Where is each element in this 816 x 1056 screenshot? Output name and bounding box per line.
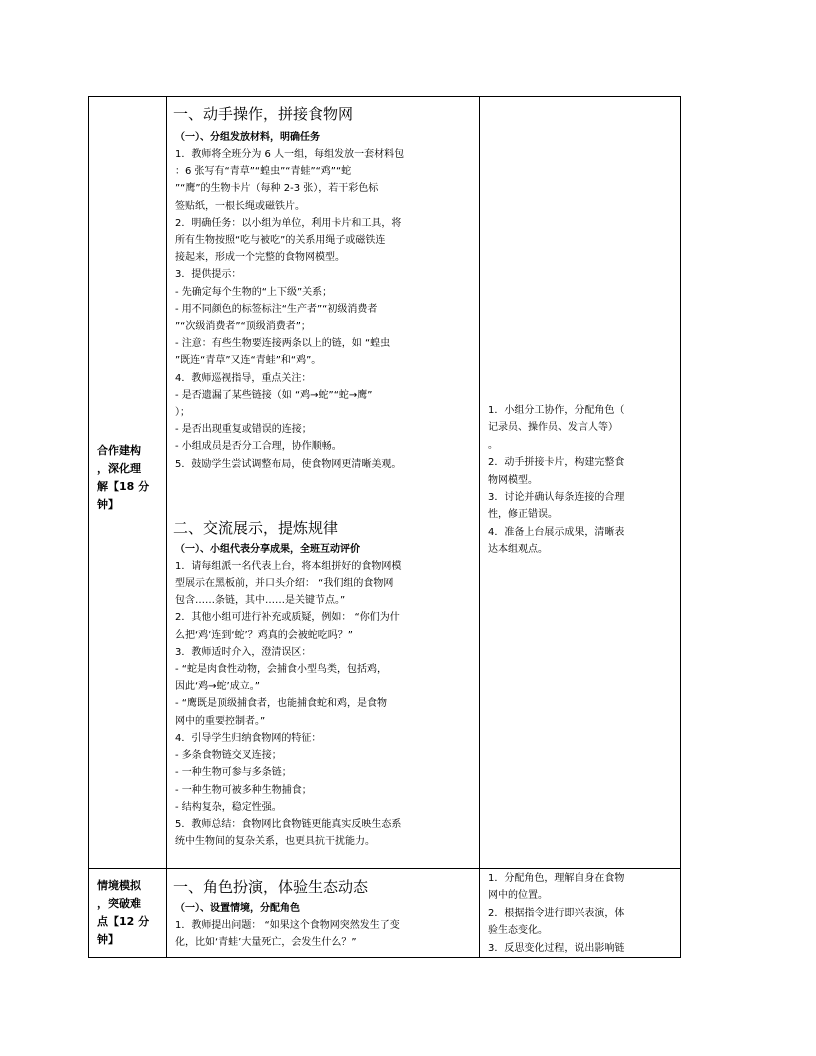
text-line: 验生态变化。 xyxy=(488,925,548,937)
text-line: - “蛇是肉食性动物，会捕食小型鸟类，包括鸡， xyxy=(175,664,387,676)
text-line: 。 xyxy=(488,439,498,451)
stage-line: ，突破难 xyxy=(97,897,141,910)
section-subtitle: （一）、设置情境，分配角色 xyxy=(175,903,300,914)
text-line: 记录员、操作员、发言人等） xyxy=(488,422,618,434)
text-line: 2．其他小组可进行补充或质疑，例如： “你们为什 xyxy=(175,612,400,624)
text-line: - 先确定每个生物的“上下级”关系； xyxy=(175,286,333,298)
text-line: 2．根据指令进行即兴表演，体 xyxy=(488,907,625,919)
stage-line: ，深化理 xyxy=(97,462,141,475)
stage-label xyxy=(89,877,166,949)
text-line: - 是否遗漏了某些链接（如 “鸡→蛇”“蛇→鹰” xyxy=(175,389,373,401)
stage-line: 钟】 xyxy=(97,498,119,511)
text-line: 网中的位置。 xyxy=(488,890,548,902)
stage-line: 解【18 分 xyxy=(97,480,150,493)
text-line: 所有生物按照“吃与被吃”的关系用绳子或磁铁连 xyxy=(175,235,386,247)
text-line: - 小组成员是否分工合理，协作顺畅。 xyxy=(175,441,342,453)
stage-line: 钟】 xyxy=(97,933,119,946)
lesson-plan-table xyxy=(88,96,681,958)
text-line: 物网模型。 xyxy=(488,474,538,486)
text-line: ）； xyxy=(175,407,190,419)
text-line: 1．小组分工协作，分配角色（ xyxy=(488,405,625,416)
teacher-activity-cell xyxy=(167,869,480,958)
table-row xyxy=(89,97,681,869)
table-row xyxy=(89,869,681,958)
text-line: 因此‘鸡→蛇’成立。” xyxy=(175,681,260,693)
stage-cell xyxy=(89,869,167,958)
text-line: 接起来，形成一个完整的食物网模型。 xyxy=(175,252,345,264)
text-line: - 注意：有些生物要连接两条以上的链，如 “蝗虫 xyxy=(175,338,391,350)
text-line: ”既连“青草”又连“青蛙”和“鸡”。 xyxy=(175,355,322,367)
section-body xyxy=(167,558,479,850)
section-title: 一、角色扮演，体验生态动态 xyxy=(173,878,369,896)
stage-label xyxy=(89,442,166,514)
text-line: 2．动手拼接卡片，构建完整食 xyxy=(488,457,625,469)
text-line: 1．教师提出问题： “如果这个食物网突然发生了变 xyxy=(175,920,400,931)
text-line: 包含……条链，其中……是关键节点。” xyxy=(175,595,346,607)
text-line: - 一种生物可被多种生物捕食； xyxy=(175,784,312,796)
text-line: 3．讨论并确认每条连接的合理 xyxy=(488,492,625,504)
stage-cell xyxy=(89,97,167,869)
text-line: 签贴纸，一根长绳或磁铁片。 xyxy=(175,200,305,212)
text-line: ：6 张写有“青草”“蝗虫”“青蛙”“鸡”“蛇 xyxy=(175,166,352,178)
text-line: 3．教师适时介入，澄清误区： xyxy=(175,646,312,658)
stage-line: 情境模拟 xyxy=(97,879,141,892)
stage-line: 合作建构 xyxy=(97,444,141,457)
student-activity-list xyxy=(480,402,680,559)
text-line: 性，修正错误。 xyxy=(488,509,558,521)
text-line: - 是否出现重复或错误的连接； xyxy=(175,424,312,436)
text-line: 4．教师巡视指导，重点关注： xyxy=(175,372,312,384)
stage-line: 点【12 分 xyxy=(97,915,150,928)
text-line: - 多条食物链交叉连接； xyxy=(175,750,282,762)
student-activity-list xyxy=(480,870,680,957)
section-body xyxy=(167,917,479,951)
text-line: 型展示在黑板前，并口头介绍： “我们组的食物网 xyxy=(175,578,394,590)
text-line: - 结构复杂，稳定性强。 xyxy=(175,801,282,813)
section-subtitle: （一）、小组代表分享成果，全班互动评价 xyxy=(175,543,360,555)
section-body xyxy=(167,146,479,473)
text-line: - “鹰既是顶级捕食者，也能捕食蛇和鸡，是食物 xyxy=(175,698,387,710)
text-line: 4．引导学生归纳食物网的特征： xyxy=(175,732,322,744)
text-line: 4．准备上台展示成果，清晰表 xyxy=(488,526,625,538)
section-title: 二、交流展示，提炼规律 xyxy=(173,518,339,537)
teacher-activity-cell xyxy=(167,97,480,869)
text-line: 统中生物间的复杂关系，也更具抗干扰能力。 xyxy=(175,836,375,848)
section-title: 一、动手操作，拼接食物网 xyxy=(173,105,354,123)
text-line: - 用不同颜色的标签标注“生产者”“初级消费者 xyxy=(175,303,378,315)
text-line: 化，比如‘青蛙’大量死亡，会发生什么？” xyxy=(175,937,357,949)
section-subtitle: （一）、分组发放材料，明确任务 xyxy=(175,132,320,143)
text-line: 2．明确任务：以小组为单位，利用卡片和工具，将 xyxy=(175,217,402,229)
text-line: 3．提供提示： xyxy=(175,269,242,281)
text-line: - 一种生物可参与多条链； xyxy=(175,767,292,779)
text-line: 3．反思变化过程，说出影响链 xyxy=(488,942,625,954)
student-activity-cell xyxy=(480,97,681,869)
student-activity-cell xyxy=(480,869,681,958)
text-line: 达本组观点。 xyxy=(488,544,548,556)
text-line: 1．教师将全班分为 6 人一组，每组发放一套材料包 xyxy=(175,149,405,160)
text-line: 网中的重要控制者。” xyxy=(175,715,266,727)
text-line: 5．鼓励学生尝试调整布局，使食物网更清晰美观。 xyxy=(175,458,402,470)
text-line: 1．请每组派一名代表上台，将本组拼好的食物网模 xyxy=(175,560,402,572)
text-line: 么把‘鸡’连到‘蛇’？鸡真的会被蛇吃吗？” xyxy=(175,629,353,641)
text-line: ”“鹰”的生物卡片（每种 2-3 张），若干彩色标 xyxy=(175,183,379,195)
text-line: 5．教师总结：食物网比食物链更能真实反映生态系 xyxy=(175,818,402,830)
text-line: 1．分配角色，理解自身在食物 xyxy=(488,873,625,884)
text-line: ”“次级消费者”“顶级消费者”； xyxy=(175,321,311,333)
